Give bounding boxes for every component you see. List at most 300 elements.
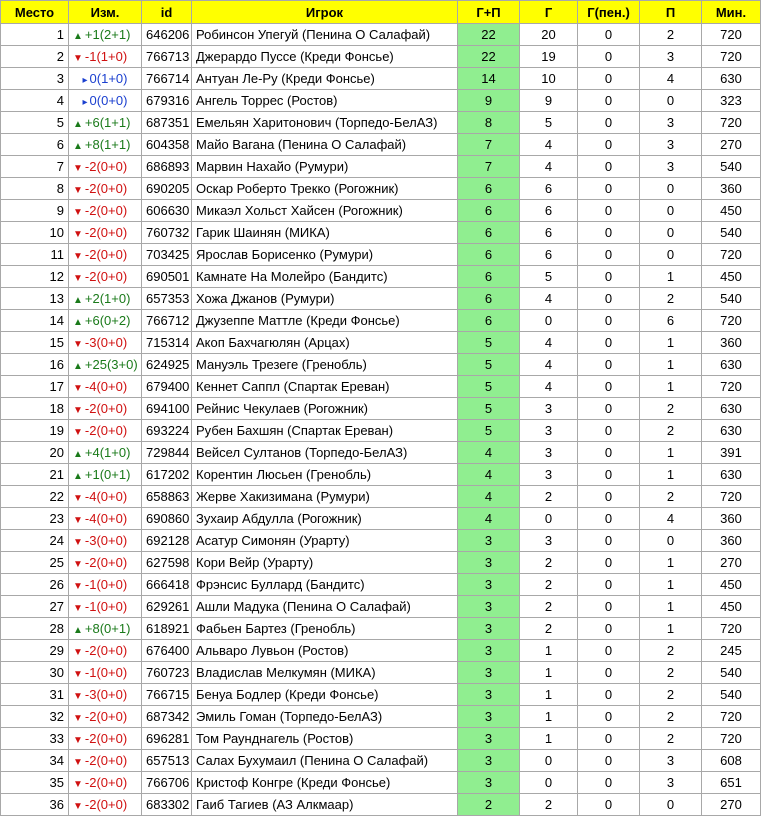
goals-plus-assists-cell: 3 [458, 662, 520, 684]
change-cell [69, 156, 142, 178]
goals-cell: 5 [520, 266, 578, 288]
minutes-cell: 360 [702, 178, 761, 200]
change-cell [69, 684, 142, 706]
goals-cell: 3 [520, 420, 578, 442]
player-name-cell: Гаиб Тагиев (АЗ Алкмаар) [192, 794, 458, 816]
header-id[interactable]: id [142, 1, 192, 24]
triangle-down-icon: ▼ [73, 713, 83, 724]
goals-plus-assists-cell: 6 [458, 288, 520, 310]
table-row[interactable] [1, 728, 761, 750]
goals-plus-assists-cell: 6 [458, 178, 520, 200]
goals-plus-assists-cell: 7 [458, 156, 520, 178]
change-cell [69, 90, 142, 112]
player-id-cell: 760732 [142, 222, 192, 244]
triangle-down-icon: ▼ [73, 207, 83, 218]
table-row[interactable] [1, 596, 761, 618]
header-change[interactable]: Изм. [69, 1, 142, 24]
table-row[interactable] [1, 376, 761, 398]
goals-plus-assists-cell: 4 [458, 464, 520, 486]
assists-cell: 2 [640, 728, 702, 750]
header-goals[interactable]: Г [520, 1, 578, 24]
goals-plus-assists-cell: 3 [458, 596, 520, 618]
penalty-goals-cell: 0 [578, 134, 640, 156]
player-name-cell: Мануэль Трезеге (Гренобль) [192, 354, 458, 376]
goals-cell: 2 [520, 574, 578, 596]
goals-cell: 19 [520, 46, 578, 68]
goals-cell: 0 [520, 772, 578, 794]
change-value: -2(0+0) [84, 159, 128, 174]
goals-cell: 4 [520, 156, 578, 178]
assists-cell: 2 [640, 706, 702, 728]
goals-plus-assists-cell: 3 [458, 728, 520, 750]
place-cell: 13 [1, 288, 69, 310]
table-row[interactable] [1, 574, 761, 596]
player-name-cell: Жерве Хакизимана (Румури) [192, 486, 458, 508]
player-id-cell: 624925 [142, 354, 192, 376]
header-place[interactable]: Место [1, 1, 69, 24]
player-id-cell: 694100 [142, 398, 192, 420]
minutes-cell: 270 [702, 552, 761, 574]
goals-cell: 4 [520, 288, 578, 310]
goals-plus-assists-cell: 6 [458, 244, 520, 266]
goals-cell: 3 [520, 530, 578, 552]
penalty-goals-cell: 0 [578, 552, 640, 574]
table-row[interactable] [1, 772, 761, 794]
goals-plus-assists-cell: 3 [458, 574, 520, 596]
place-cell: 4 [1, 90, 69, 112]
change-cell [69, 222, 142, 244]
triangle-down-icon: ▼ [73, 185, 83, 196]
change-cell [69, 728, 142, 750]
change-value: -2(0+0) [84, 753, 128, 768]
goals-plus-assists-cell: 6 [458, 222, 520, 244]
assists-cell: 4 [640, 68, 702, 90]
penalty-goals-cell: 0 [578, 442, 640, 464]
player-id-cell: 690501 [142, 266, 192, 288]
triangle-up-icon: ▲ [73, 471, 83, 482]
minutes-cell: 540 [702, 156, 761, 178]
triangle-down-icon: ▼ [73, 427, 83, 438]
assists-cell: 1 [640, 332, 702, 354]
assists-cell: 1 [640, 354, 702, 376]
place-cell: 15 [1, 332, 69, 354]
player-id-cell: 676400 [142, 640, 192, 662]
place-cell: 9 [1, 200, 69, 222]
table-row[interactable] [1, 662, 761, 684]
minutes-cell: 245 [702, 640, 761, 662]
place-cell: 24 [1, 530, 69, 552]
goals-plus-assists-cell: 3 [458, 530, 520, 552]
player-id-cell: 766715 [142, 684, 192, 706]
player-id-cell: 703425 [142, 244, 192, 266]
player-id-cell: 679316 [142, 90, 192, 112]
player-id-cell: 687351 [142, 112, 192, 134]
triangle-down-icon: ▼ [73, 163, 83, 174]
minutes-cell: 720 [702, 310, 761, 332]
table-row[interactable] [1, 618, 761, 640]
player-id-cell: 617202 [142, 464, 192, 486]
place-cell: 29 [1, 640, 69, 662]
penalty-goals-cell: 0 [578, 156, 640, 178]
player-id-cell: 618921 [142, 618, 192, 640]
assists-cell: 3 [640, 750, 702, 772]
change-value: -1(0+0) [84, 577, 128, 592]
penalty-goals-cell: 0 [578, 640, 640, 662]
change-value: -2(0+0) [84, 181, 128, 196]
triangle-down-icon: ▼ [73, 647, 83, 658]
table-row[interactable] [1, 464, 761, 486]
goals-cell: 1 [520, 662, 578, 684]
triangle-down-icon: ▼ [73, 559, 83, 570]
player-name-cell: Джузеппе Маттле (Креди Фонсье) [192, 310, 458, 332]
penalty-goals-cell: 0 [578, 310, 640, 332]
player-id-cell: 766706 [142, 772, 192, 794]
player-name-cell: Гарик Шаинян (МИКА) [192, 222, 458, 244]
player-id-cell: 679400 [142, 376, 192, 398]
goals-cell: 3 [520, 398, 578, 420]
goals-cell: 6 [520, 244, 578, 266]
change-value: -2(0+0) [84, 247, 128, 262]
place-cell: 7 [1, 156, 69, 178]
player-name-cell: Ангель Торрес (Ростов) [192, 90, 458, 112]
player-name-cell: Эмиль Гоман (Торпедо-БелАЗ) [192, 706, 458, 728]
minutes-cell: 720 [702, 46, 761, 68]
triangle-right-icon: ▸ [82, 97, 88, 108]
triangle-up-icon: ▲ [73, 295, 83, 306]
assists-cell: 4 [640, 508, 702, 530]
player-name-cell: Робинсон Упегуй (Пенина О Салафай) [192, 24, 458, 46]
minutes-cell: 720 [702, 706, 761, 728]
goals-plus-assists-cell: 9 [458, 90, 520, 112]
assists-cell: 1 [640, 552, 702, 574]
table-row[interactable] [1, 508, 761, 530]
player-name-cell: Акоп Бахчагюлян (Арцах) [192, 332, 458, 354]
change-cell [69, 332, 142, 354]
player-id-cell: 766712 [142, 310, 192, 332]
change-cell [69, 376, 142, 398]
player-id-cell: 687342 [142, 706, 192, 728]
player-id-cell: 657353 [142, 288, 192, 310]
table-row[interactable] [1, 750, 761, 772]
player-id-cell: 686893 [142, 156, 192, 178]
assists-cell: 3 [640, 46, 702, 68]
penalty-goals-cell: 0 [578, 662, 640, 684]
change-cell [69, 244, 142, 266]
minutes-cell: 540 [702, 662, 761, 684]
player-name-cell: Ашли Мадука (Пенина О Салафай) [192, 596, 458, 618]
player-id-cell: 657513 [142, 750, 192, 772]
place-cell: 3 [1, 68, 69, 90]
goals-plus-assists-cell: 6 [458, 200, 520, 222]
table-row[interactable] [1, 354, 761, 376]
player-id-cell: 690205 [142, 178, 192, 200]
change-cell [69, 266, 142, 288]
change-value: -2(0+0) [84, 731, 128, 746]
change-cell [69, 398, 142, 420]
player-id-cell: 690860 [142, 508, 192, 530]
triangle-down-icon: ▼ [73, 273, 83, 284]
table-row[interactable] [1, 486, 761, 508]
assists-cell: 0 [640, 794, 702, 816]
table-row[interactable] [1, 134, 761, 156]
place-cell: 36 [1, 794, 69, 816]
goals-cell: 0 [520, 310, 578, 332]
table-row[interactable] [1, 398, 761, 420]
table-row[interactable] [1, 90, 761, 112]
goals-cell: 4 [520, 376, 578, 398]
player-name-cell: Микаэл Хольст Хайсен (Рогожник) [192, 200, 458, 222]
penalty-goals-cell: 0 [578, 90, 640, 112]
assists-cell: 3 [640, 134, 702, 156]
goals-cell: 4 [520, 134, 578, 156]
assists-cell: 3 [640, 112, 702, 134]
place-cell: 19 [1, 420, 69, 442]
player-name-cell: Кеннет Саппл (Спартак Ереван) [192, 376, 458, 398]
player-name-cell: Рейнис Чекулаев (Рогожник) [192, 398, 458, 420]
penalty-goals-cell: 0 [578, 288, 640, 310]
player-name-cell: Салах Бухумаил (Пенина О Салафай) [192, 750, 458, 772]
change-cell [69, 596, 142, 618]
assists-cell: 0 [640, 178, 702, 200]
table-row[interactable] [1, 442, 761, 464]
table-row[interactable] [1, 222, 761, 244]
place-cell: 1 [1, 24, 69, 46]
table-row[interactable] [1, 200, 761, 222]
penalty-goals-cell: 0 [578, 772, 640, 794]
assists-cell: 1 [640, 376, 702, 398]
change-value: -3(0+0) [84, 687, 128, 702]
triangle-down-icon: ▼ [73, 339, 83, 350]
goals-plus-assists-cell: 4 [458, 442, 520, 464]
goals-plus-assists-cell: 7 [458, 134, 520, 156]
player-id-cell: 760723 [142, 662, 192, 684]
header-assists[interactable]: П [640, 1, 702, 24]
place-cell: 6 [1, 134, 69, 156]
place-cell: 21 [1, 464, 69, 486]
place-cell: 2 [1, 46, 69, 68]
goals-cell: 1 [520, 684, 578, 706]
table-row[interactable] [1, 46, 761, 68]
assists-cell: 1 [640, 266, 702, 288]
place-cell: 31 [1, 684, 69, 706]
change-value: -2(0+0) [84, 269, 128, 284]
triangle-down-icon: ▼ [73, 493, 83, 504]
goals-plus-assists-cell: 3 [458, 618, 520, 640]
goals-cell: 6 [520, 178, 578, 200]
goals-plus-assists-cell: 22 [458, 24, 520, 46]
change-value: -2(0+0) [84, 555, 128, 570]
player-id-cell: 766714 [142, 68, 192, 90]
player-name-cell: Корентин Люсьен (Гренобль) [192, 464, 458, 486]
goals-plus-assists-cell: 4 [458, 508, 520, 530]
triangle-down-icon: ▼ [73, 779, 83, 790]
minutes-cell: 450 [702, 200, 761, 222]
player-name-cell: Кори Вейр (Урарту) [192, 552, 458, 574]
header-player[interactable]: Игрок [192, 1, 458, 24]
change-cell [69, 46, 142, 68]
goals-plus-assists-cell: 14 [458, 68, 520, 90]
change-cell [69, 178, 142, 200]
change-cell [69, 706, 142, 728]
penalty-goals-cell: 0 [578, 332, 640, 354]
goals-cell: 2 [520, 596, 578, 618]
triangle-down-icon: ▼ [73, 603, 83, 614]
goals-cell: 1 [520, 640, 578, 662]
goals-cell: 9 [520, 90, 578, 112]
triangle-down-icon: ▼ [73, 669, 83, 680]
goals-cell: 2 [520, 618, 578, 640]
minutes-cell: 630 [702, 68, 761, 90]
minutes-cell: 630 [702, 420, 761, 442]
change-cell [69, 288, 142, 310]
assists-cell: 0 [640, 244, 702, 266]
change-value: -4(0+0) [84, 489, 128, 504]
table-row[interactable] [1, 244, 761, 266]
place-cell: 28 [1, 618, 69, 640]
triangle-up-icon: ▲ [73, 119, 83, 130]
table-row[interactable] [1, 310, 761, 332]
table-row[interactable] [1, 640, 761, 662]
player-name-cell: Бенуа Бодлер (Креди Фонсье) [192, 684, 458, 706]
triangle-down-icon: ▼ [73, 801, 83, 812]
place-cell: 35 [1, 772, 69, 794]
assists-cell: 2 [640, 662, 702, 684]
penalty-goals-cell: 0 [578, 486, 640, 508]
change-value: 0(1+0) [89, 71, 128, 86]
place-cell: 30 [1, 662, 69, 684]
player-name-cell: Камнате На Молейро (Бандитс) [192, 266, 458, 288]
minutes-cell: 360 [702, 332, 761, 354]
triangle-right-icon: ▸ [82, 75, 88, 86]
change-cell [69, 200, 142, 222]
assists-cell: 2 [640, 420, 702, 442]
player-id-cell: 658863 [142, 486, 192, 508]
change-cell [69, 420, 142, 442]
goals-plus-assists-cell: 3 [458, 640, 520, 662]
player-id-cell: 604358 [142, 134, 192, 156]
minutes-cell: 720 [702, 244, 761, 266]
assists-cell: 1 [640, 442, 702, 464]
change-value: -4(0+0) [84, 379, 128, 394]
minutes-cell: 450 [702, 266, 761, 288]
header-goals-plus-assists[interactable]: Г+П [458, 1, 520, 24]
table-row[interactable] [1, 684, 761, 706]
minutes-cell: 720 [702, 24, 761, 46]
player-id-cell: 627598 [142, 552, 192, 574]
penalty-goals-cell: 0 [578, 68, 640, 90]
table-row[interactable] [1, 68, 761, 90]
change-cell [69, 134, 142, 156]
change-cell [69, 508, 142, 530]
place-cell: 32 [1, 706, 69, 728]
table-row[interactable] [1, 24, 761, 46]
goals-plus-assists-cell: 6 [458, 310, 520, 332]
player-name-cell: Владислав Мелкумян (МИКА) [192, 662, 458, 684]
goals-plus-assists-cell: 5 [458, 398, 520, 420]
goals-plus-assists-cell: 6 [458, 266, 520, 288]
table-row[interactable] [1, 706, 761, 728]
penalty-goals-cell: 0 [578, 574, 640, 596]
minutes-cell: 323 [702, 90, 761, 112]
triangle-down-icon: ▼ [73, 581, 83, 592]
goals-cell: 2 [520, 486, 578, 508]
goals-cell: 20 [520, 24, 578, 46]
change-cell [69, 618, 142, 640]
header-minutes[interactable]: Мин. [702, 1, 761, 24]
header-penalty-goals[interactable]: Г(пен.) [578, 1, 640, 24]
table-row[interactable] [1, 156, 761, 178]
player-name-cell: Зухаир Абдулла (Рогожник) [192, 508, 458, 530]
player-name-cell: Фабьен Бартез (Гренобль) [192, 618, 458, 640]
penalty-goals-cell: 0 [578, 112, 640, 134]
goals-plus-assists-cell: 3 [458, 684, 520, 706]
player-id-cell: 729844 [142, 442, 192, 464]
triangle-up-icon: ▲ [73, 361, 83, 372]
change-cell [69, 662, 142, 684]
table-row[interactable] [1, 552, 761, 574]
table-row[interactable] [1, 420, 761, 442]
change-value: +6(0+2) [84, 313, 131, 328]
player-id-cell: 606630 [142, 200, 192, 222]
change-value: -3(0+0) [84, 533, 128, 548]
place-cell: 18 [1, 398, 69, 420]
goals-plus-assists-cell: 8 [458, 112, 520, 134]
player-name-cell: Асатур Симонян (Урарту) [192, 530, 458, 552]
penalty-goals-cell: 0 [578, 596, 640, 618]
triangle-down-icon: ▼ [73, 251, 83, 262]
minutes-cell: 630 [702, 398, 761, 420]
change-value: -2(0+0) [84, 401, 128, 416]
place-cell: 12 [1, 266, 69, 288]
table-body [1, 24, 761, 816]
triangle-down-icon: ▼ [73, 405, 83, 416]
table-row[interactable] [1, 178, 761, 200]
change-value: +8(0+1) [84, 621, 131, 636]
player-id-cell: 715314 [142, 332, 192, 354]
player-name-cell: Вейсел Султанов (Торпедо-БелАЗ) [192, 442, 458, 464]
table-row[interactable] [1, 112, 761, 134]
place-cell: 17 [1, 376, 69, 398]
player-id-cell: 629261 [142, 596, 192, 618]
player-name-cell: Джерардо Пуссе (Креди Фонсье) [192, 46, 458, 68]
assists-cell: 3 [640, 772, 702, 794]
assists-cell: 0 [640, 222, 702, 244]
change-value: 0(0+0) [89, 93, 128, 108]
table-row[interactable] [1, 794, 761, 816]
change-cell [69, 640, 142, 662]
player-name-cell: Рубен Бахшян (Спартак Ереван) [192, 420, 458, 442]
place-cell: 27 [1, 596, 69, 618]
triangle-down-icon: ▼ [73, 515, 83, 526]
goals-plus-assists-cell: 3 [458, 706, 520, 728]
player-name-cell: Антуан Ле-Ру (Креди Фонсье) [192, 68, 458, 90]
table-row[interactable] [1, 288, 761, 310]
player-id-cell: 646206 [142, 24, 192, 46]
assists-cell: 2 [640, 398, 702, 420]
triangle-up-icon: ▲ [73, 141, 83, 152]
minutes-cell: 651 [702, 772, 761, 794]
assists-cell: 2 [640, 486, 702, 508]
goals-cell: 10 [520, 68, 578, 90]
table-row[interactable] [1, 530, 761, 552]
penalty-goals-cell: 0 [578, 684, 640, 706]
penalty-goals-cell: 0 [578, 376, 640, 398]
change-value: -2(0+0) [84, 643, 128, 658]
table-row[interactable] [1, 266, 761, 288]
goals-plus-assists-cell: 5 [458, 332, 520, 354]
triangle-down-icon: ▼ [73, 537, 83, 548]
table-row[interactable] [1, 332, 761, 354]
